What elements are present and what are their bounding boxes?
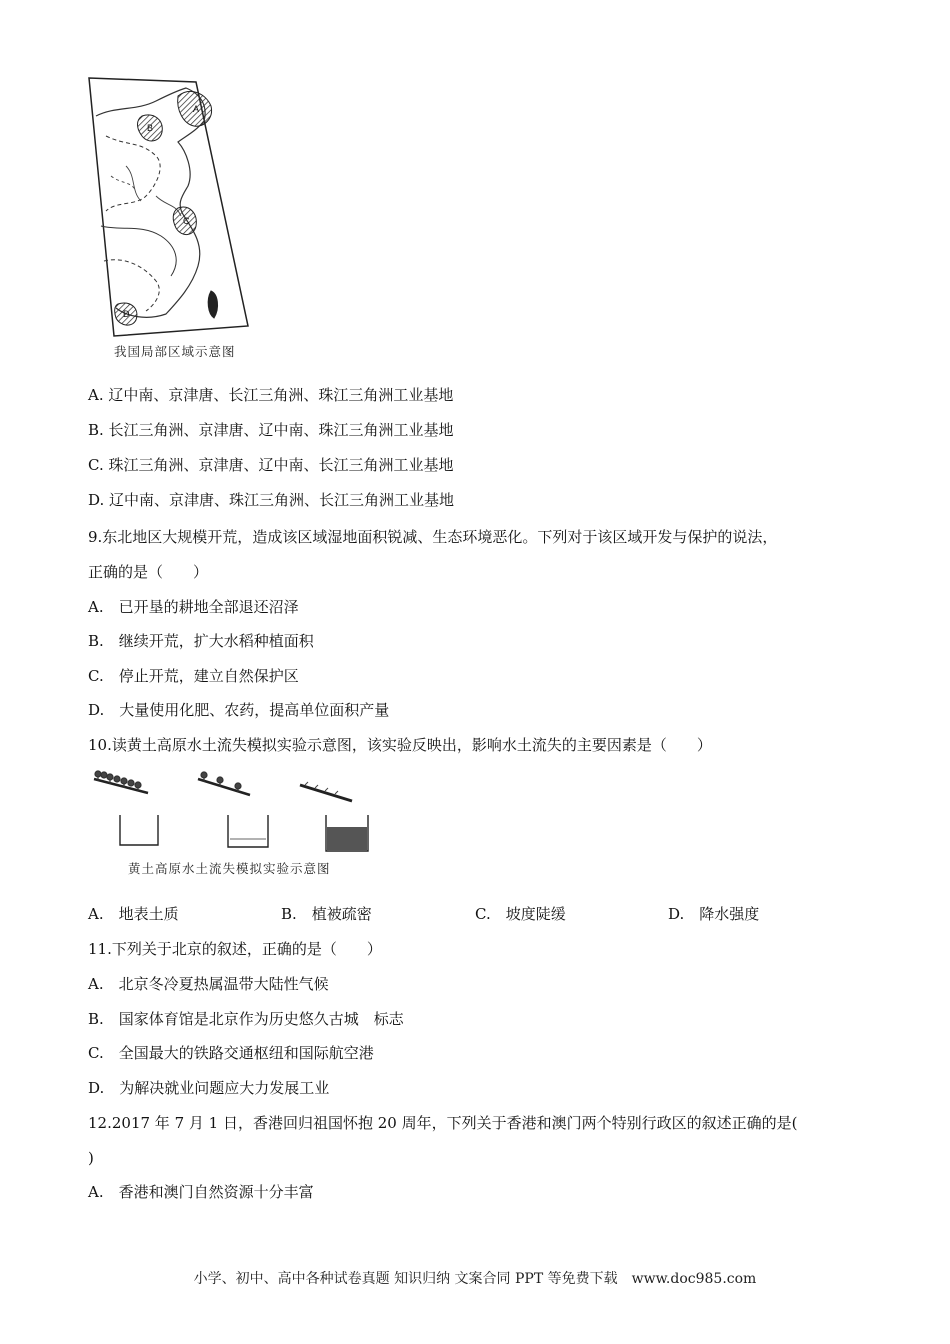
china-region-map <box>86 76 256 341</box>
q10-option-d: D. 降水强度 <box>668 905 760 923</box>
q11-stem: 11.下列关于北京的叙述，正确的是（ ） <box>88 940 382 958</box>
map-label-d: D <box>123 309 130 319</box>
map-figure <box>86 76 256 361</box>
q8-option-d: D. 辽中南、京津唐、珠江三角洲、长江三角洲工业基地 <box>88 491 455 509</box>
q10-option-b: B. 植被疏密 <box>281 905 372 923</box>
q9-option-b: B. 继续开荒，扩大水稻种植面积 <box>88 632 314 650</box>
q9-option-c: C. 停止开荒，建立自然保护区 <box>88 667 299 685</box>
q9-stem-line1: 9.东北地区大规模开荒，造成该区域湿地面积锐减、生态环境恶化。下列对于该区域开发与保护的说法， <box>88 528 778 546</box>
q11-option-c: C. 全国最大的铁路交通枢纽和国际航空港 <box>88 1044 374 1062</box>
q8-option-a: A. 辽中南、京津唐、长江三角洲、珠江三角洲工业基地 <box>88 386 454 404</box>
q10-option-c: C. 坡度陡缓 <box>475 905 566 923</box>
q10-stem: 10.读黄土高原水土流失模拟实验示意图，该实验反映出，影响水土流失的主要因素是（ ） <box>88 736 712 754</box>
erosion-experiment-figure <box>90 765 380 880</box>
q11-option-a: A. 北京冬冷夏热属温带大陆性气候 <box>88 975 329 993</box>
q8-option-c: C. 珠江三角洲、京津唐、辽中南、长江三角洲工业基地 <box>88 456 454 474</box>
q10-option-a: A. 地表土质 <box>88 905 179 923</box>
erosion-figure-caption: 黄土高原水土流失模拟实验示意图 <box>128 861 331 876</box>
q11-option-d: D. 为解决就业问题应大力发展工业 <box>88 1079 330 1097</box>
q9-option-d: D. 大量使用化肥、农药，提高单位面积产量 <box>88 701 390 719</box>
page-footer: 小学、初中、高中各种试卷真题 知识归纳 文案合同 PPT 等免费下载 www.doc985.com <box>193 1271 757 1287</box>
q9-stem-line2: 正确的是（ ） <box>88 563 209 581</box>
map-label-a: A <box>193 104 200 114</box>
erosion-experiment-diagram <box>90 765 380 860</box>
q12-stem-line1: 12.2017 年 7 月 1 日，香港回归祖国怀抱 20 周年，下列关于香港和澳门两个特别行政区的叙述正确的是( <box>88 1114 798 1132</box>
q8-option-b: B. 长江三角洲、京津唐、辽中南、珠江三角洲工业基地 <box>88 421 454 439</box>
q9-option-a: A. 已开垦的耕地全部退还沼泽 <box>88 598 299 616</box>
q12-stem-line2: ) <box>88 1149 94 1167</box>
q11-option-b: B. 国家体育馆是北京作为历史悠久古城 标志 <box>88 1010 404 1028</box>
map-caption: 我国局部区域示意图 <box>114 344 236 359</box>
map-label-b: B <box>147 123 154 133</box>
map-label-c: C <box>183 216 190 226</box>
q12-option-a: A. 香港和澳门自然资源十分丰富 <box>88 1183 314 1201</box>
